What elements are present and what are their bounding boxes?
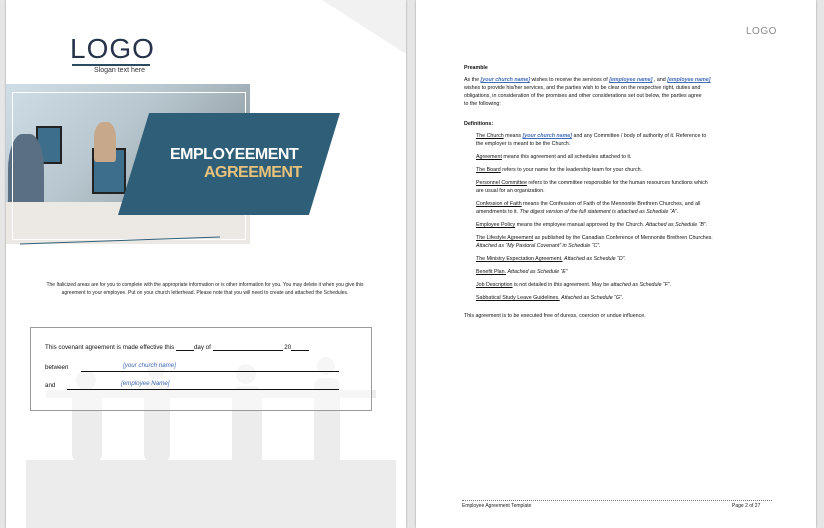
- def-job: [476, 281, 671, 289]
- closing-statement: This agreement is to be executed free of duress, coercion or undue influence.: [464, 313, 646, 319]
- def-text: and any Committee / body of authority of it. Reference to: [573, 133, 707, 139]
- def-text: as published by the Canadian Conference of Mennonite Brethren Churches.: [534, 235, 713, 241]
- employee-name-field[interactable]: [employee name]: [609, 77, 653, 83]
- definitions-heading: Definitions:: [464, 121, 494, 127]
- def-text: Attached as Schedule “E”: [507, 269, 568, 275]
- content-page: [416, 0, 816, 528]
- preamble-text: , and: [653, 77, 666, 83]
- corner-decoration: [322, 0, 406, 54]
- page-number: Page 2 of 27: [732, 503, 761, 509]
- preamble-line-1: [464, 76, 711, 84]
- day-of-label: day of: [193, 344, 211, 351]
- def-term: The Board: [476, 167, 501, 173]
- logo-underline: [72, 64, 150, 66]
- def-text: attached as Schedule “F”.: [610, 282, 672, 288]
- preamble-text: wishes to receive the services of: [531, 77, 608, 83]
- employee-name-field[interactable]: [employee Name]: [121, 380, 170, 387]
- footer-divider: [462, 500, 772, 501]
- def-church-cont: the employer is meant to be the Church.: [476, 141, 571, 147]
- banner-title-line1: EMPLOYEEMENT: [170, 146, 299, 163]
- preamble-line-2: wishes to provide his/her services, and the parties wish to be clear on the respective right, duties and: [464, 85, 701, 91]
- def-sabbatical: [476, 294, 623, 302]
- banner-title-line2: AGREEMENT: [204, 164, 302, 181]
- def-term: Confession of Faith: [476, 201, 522, 207]
- church-name-field[interactable]: [your church name]: [480, 77, 530, 83]
- def-ministry: [476, 255, 626, 263]
- def-personnel: [476, 179, 708, 187]
- def-term: The Ministry Expectation Agreement.: [476, 256, 563, 262]
- def-term: Sabbatical Study Leave Guidelines.: [476, 295, 560, 301]
- def-text: is not detailed in this agreement. May be: [514, 282, 610, 288]
- def-personnel-cont: are usual for an organization.: [476, 188, 545, 194]
- covenant-date-line: [45, 344, 309, 351]
- footer-title: Employee Agreement Template: [462, 503, 532, 509]
- def-agreement: [476, 153, 632, 161]
- def-benefit: [476, 268, 568, 276]
- and-label: and: [45, 382, 56, 389]
- logo: LOGO: [70, 33, 155, 64]
- def-term: Job Description: [476, 282, 513, 288]
- def-text: means the employee manual approved by the Church.: [516, 222, 645, 228]
- header-logo: LOGO: [746, 26, 777, 37]
- slogan: Slogan text here: [94, 67, 145, 74]
- preamble-line-4: to the following:: [464, 101, 501, 107]
- day-blank[interactable]: [176, 344, 194, 351]
- preamble-line-3: obligations, in consideration of the promises and other considerations set out below, the parties agree: [464, 93, 702, 99]
- def-church: [476, 132, 706, 140]
- def-lifestyle: [476, 234, 713, 242]
- def-text: Attached as Schedule “B”.: [645, 222, 708, 228]
- preamble-heading: Preamble: [464, 65, 488, 71]
- year-blank[interactable]: [291, 344, 309, 351]
- def-text: Attached as Schedule “G”.: [561, 295, 624, 301]
- def-text: means this agreement and all schedules attached to it.: [503, 154, 632, 160]
- def-term: Benefit Plan.: [476, 269, 507, 275]
- def-confession: [476, 200, 700, 208]
- covenant-box: [30, 327, 372, 411]
- cover-page: [6, 0, 406, 528]
- def-confession-cont: [476, 208, 678, 216]
- def-board: [476, 166, 642, 174]
- instructions-text: The Italicized areas are for you to complete with the appropriate information or is other information for you. You may delete it when you give this agreement to your employee. Put on your church letterhead. Please note that you will need to create and attached the Schedules.: [46, 282, 364, 296]
- def-term: Agreement: [476, 154, 502, 160]
- def-term: Personnel Committee: [476, 180, 527, 186]
- month-blank[interactable]: [213, 344, 283, 351]
- def-text: Attached as Schedule “D”.: [564, 256, 626, 262]
- and-blank[interactable]: [67, 383, 339, 390]
- def-lifestyle-cont: Attached as “My Pastoral Covenant” in Schedule “C”.: [476, 243, 601, 249]
- def-term: The Church: [476, 133, 504, 139]
- church-name-field[interactable]: [your church name]: [522, 133, 573, 139]
- def-term: The Lifestyle Agreement: [476, 235, 534, 241]
- between-label: between: [45, 364, 69, 371]
- church-name-field[interactable]: [your church name]: [123, 362, 176, 369]
- covenant-text: This covenant agreement is made effective this: [45, 344, 175, 351]
- def-text: refers to your name for the leadership team for your church.: [502, 167, 643, 173]
- employee-name-field[interactable]: [employee name]: [667, 77, 711, 83]
- def-text: refers to the committee responsible for the human resources functions which: [528, 180, 708, 186]
- def-term: Employee Policy: [476, 222, 516, 228]
- between-blank[interactable]: [81, 365, 339, 372]
- def-policy: [476, 221, 707, 229]
- def-text: The digest version of the full statement is attached as Schedule “A”.: [519, 209, 679, 215]
- def-text: amendments to it.: [476, 209, 519, 215]
- year-prefix: 20: [284, 344, 292, 351]
- def-text: means: [505, 133, 522, 139]
- def-text: means the Confession of Faith of the Mennonite Brethren Churches, and all: [523, 201, 701, 207]
- preamble-text: As the: [464, 77, 480, 83]
